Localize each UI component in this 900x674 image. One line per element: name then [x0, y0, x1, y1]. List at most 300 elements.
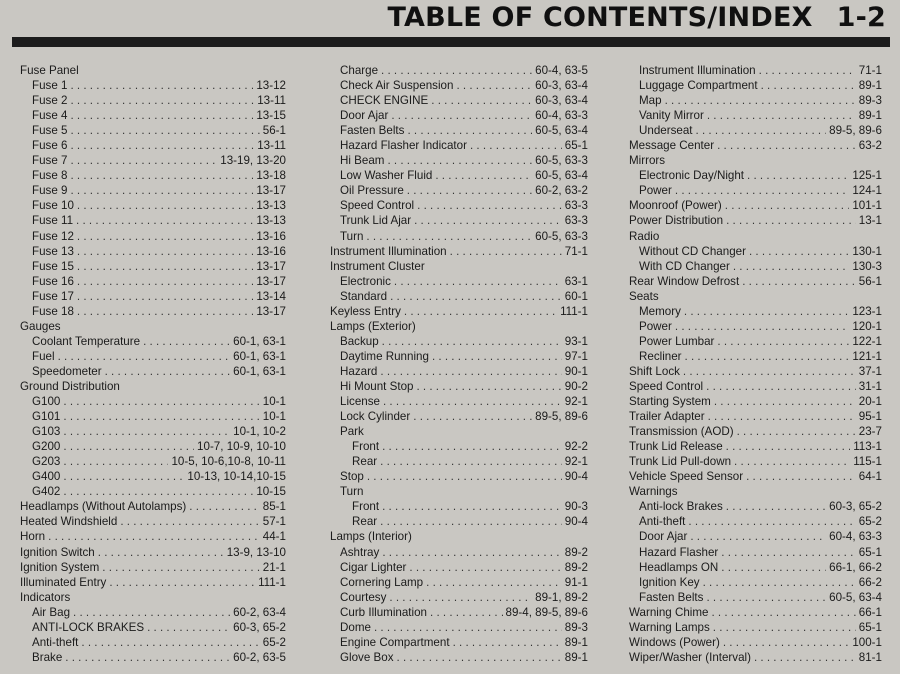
entry-pages: 89-4, 89-5, 89-6: [505, 605, 588, 619]
entry-pages: 115-1: [853, 455, 882, 469]
entry-label: Fuse 5: [32, 124, 68, 138]
dot-leader: [747, 168, 849, 183]
index-entry: [20, 108, 286, 123]
index-entry: [629, 349, 882, 364]
entry-pages: 13-19, 13-20: [220, 154, 286, 168]
entry-pages: 71-1: [564, 244, 588, 258]
entry-label: G402: [32, 485, 61, 499]
index-entry: [629, 108, 882, 123]
entry-label: Warning Chime: [629, 605, 709, 619]
entry-pages: 60-4, 63-5: [535, 64, 588, 77]
entry-label: Illuminated Entry: [20, 575, 107, 589]
index-entry: [330, 560, 588, 575]
entry-label: Mirrors: [629, 154, 666, 168]
index-entry: [330, 575, 588, 590]
entry-pages: 85-1: [262, 500, 286, 514]
dot-leader: [721, 560, 826, 575]
dot-leader: [70, 138, 254, 153]
dot-leader: [703, 575, 856, 590]
entry-pages: 81-1: [858, 650, 882, 664]
entry-label: Fuse 2: [32, 94, 68, 108]
index-entry: [20, 499, 286, 514]
entry-pages: 13-14: [256, 289, 286, 303]
dot-leader: [714, 394, 856, 409]
entry-label: Transmission (AOD): [629, 425, 734, 439]
entry-pages: 60-2, 63-5: [233, 650, 286, 664]
entry-label: Trunk Lid Ajar: [340, 214, 412, 228]
entry-pages: 13-17: [256, 304, 286, 318]
index-entry: [330, 63, 588, 78]
dot-leader: [77, 198, 253, 213]
dot-leader: [389, 590, 532, 605]
entry-label: Fuse 1: [32, 79, 68, 93]
entry-label: Engine Compartment: [340, 635, 450, 649]
index-entry: [330, 364, 588, 379]
entry-pages: 13-15: [256, 109, 286, 123]
dot-leader: [382, 499, 562, 514]
entry-pages: 130-1: [852, 244, 882, 258]
entry-label: Lock Cylinder: [340, 410, 411, 424]
index-entry: [629, 394, 882, 409]
dot-leader: [470, 138, 562, 153]
index-section-heading: [629, 289, 882, 304]
entry-label: Rear: [352, 515, 378, 529]
entry-label: Hazard Flasher Indicator: [340, 139, 467, 153]
index-section-heading: [20, 319, 286, 334]
dot-leader: [120, 514, 259, 529]
index-entry: [330, 78, 588, 93]
dot-leader: [688, 514, 855, 529]
dot-leader: [63, 454, 168, 469]
entry-pages: 90-4: [564, 515, 588, 529]
index-entry: [330, 183, 588, 198]
entry-pages: 60-1, 63-1: [233, 349, 286, 363]
index-entry: [330, 108, 588, 123]
dot-leader: [70, 93, 254, 108]
dot-leader: [435, 168, 532, 183]
index-entry: [629, 499, 882, 514]
index-entry: [20, 304, 286, 319]
index-entry: [20, 93, 286, 108]
entry-pages: 90-1: [564, 364, 588, 378]
entry-label: Lamps (Interior): [330, 530, 412, 544]
entry-pages: 120-1: [852, 319, 882, 333]
dot-leader: [721, 545, 856, 560]
entry-label: Gauges: [20, 319, 61, 333]
entry-label: G100: [32, 395, 61, 409]
dot-leader: [754, 650, 856, 665]
entry-label: Moonroof (Power): [629, 199, 722, 213]
entry-pages: 13-13: [256, 214, 286, 228]
entry-pages: 56-1: [858, 274, 882, 288]
entry-label: Fasten Belts: [639, 590, 704, 604]
entry-pages: 60-3, 63-4: [535, 94, 588, 108]
dot-leader: [63, 439, 194, 454]
entry-label: Trailer Adapter: [629, 410, 705, 424]
dot-leader: [73, 605, 230, 620]
dot-leader: [98, 545, 224, 560]
dot-leader: [383, 394, 562, 409]
entry-label: Instrument Illumination: [330, 244, 447, 258]
entry-label: License: [340, 395, 380, 409]
index-entry: [20, 289, 286, 304]
dot-leader: [726, 499, 826, 514]
entry-label: Coolant Temperature: [32, 334, 141, 348]
entry-pages: 113-1: [853, 440, 882, 454]
index-entry: [20, 545, 286, 560]
entry-pages: 60-3, 65-2: [829, 500, 882, 514]
dot-leader: [366, 229, 532, 244]
entry-label: Shift Lock: [629, 364, 680, 378]
dot-leader: [407, 123, 532, 138]
entry-pages: 60-5, 63-4: [535, 169, 588, 183]
entry-pages: 66-1, 66-2: [829, 560, 882, 574]
entry-pages: 89-1: [564, 650, 588, 664]
dot-leader: [404, 304, 557, 319]
header-rule: [12, 37, 890, 47]
entry-pages: 93-1: [564, 334, 588, 348]
dot-leader: [733, 259, 849, 274]
entry-pages: 111-1: [560, 304, 588, 318]
entry-label: Fuse 11: [32, 214, 74, 228]
dot-leader: [708, 409, 856, 424]
dot-leader: [77, 259, 253, 274]
entry-pages: 101-1: [852, 199, 882, 213]
entry-label: Ground Distribution: [20, 379, 120, 393]
index-entry: [20, 529, 286, 544]
dot-leader: [707, 108, 856, 123]
index-entry: [330, 93, 588, 108]
entry-label: G400: [32, 470, 61, 484]
index-entry: [20, 123, 286, 138]
dot-leader: [380, 514, 562, 529]
index-entry: [20, 138, 286, 153]
entry-label: ANTI-LOCK BRAKES: [32, 620, 145, 634]
entry-label: Cigar Lighter: [340, 560, 407, 574]
entry-label: Instrument Cluster: [330, 259, 425, 273]
dot-leader: [382, 545, 561, 560]
dot-leader: [105, 364, 231, 379]
dot-leader: [706, 379, 856, 394]
entry-pages: 63-2: [858, 139, 882, 153]
entry-label: Anti-lock Brakes: [639, 500, 723, 514]
dot-leader: [63, 409, 259, 424]
dot-leader: [726, 213, 856, 228]
entry-pages: 71-1: [858, 64, 882, 77]
entry-label: Power: [639, 319, 672, 333]
entry-label: Starting System: [629, 395, 711, 409]
index-entry: [330, 349, 588, 364]
index-section-heading: [330, 529, 588, 544]
index-entry: [20, 168, 286, 183]
index-entry: [20, 575, 286, 590]
dot-leader: [407, 183, 532, 198]
index-entry: [330, 469, 588, 484]
entry-label: Power Distribution: [629, 214, 724, 228]
entry-pages: 21-1: [262, 560, 286, 574]
index-entry: [20, 153, 286, 168]
entry-pages: 60-1, 63-1: [233, 334, 286, 348]
entry-label: Brake: [32, 650, 63, 664]
entry-label: Air Bag: [32, 605, 71, 619]
entry-label: Underseat: [639, 124, 693, 138]
index-entry: [20, 364, 286, 379]
entry-pages: 65-1: [564, 139, 588, 153]
index-entry: [629, 650, 882, 665]
entry-label: Fuse 13: [32, 244, 74, 258]
entry-pages: 60-4, 63-3: [829, 530, 882, 544]
entry-label: Fuse 16: [32, 274, 74, 288]
dot-leader: [77, 304, 253, 319]
entry-label: Door Ajar: [639, 530, 688, 544]
index-entry: [629, 78, 882, 93]
entry-label: Park: [340, 425, 364, 439]
entry-label: Fuse 18: [32, 304, 74, 318]
index-entry: [629, 439, 882, 454]
index-entry: [629, 514, 882, 529]
entry-pages: 65-1: [858, 620, 882, 634]
entry-label: Hi Beam: [340, 154, 385, 168]
dot-leader: [685, 349, 850, 364]
entry-pages: 92-2: [564, 440, 588, 454]
entry-label: Headlamps ON: [639, 560, 719, 574]
entry-label: Fuse 7: [32, 154, 68, 168]
entry-pages: 13-17: [256, 184, 286, 198]
entry-pages: 44-1: [262, 530, 286, 544]
index-entry: [330, 213, 588, 228]
entry-pages: 60-1: [564, 289, 588, 303]
entry-label: Horn: [20, 530, 46, 544]
entry-label: Keyless Entry: [330, 304, 401, 318]
index-entry: [330, 650, 588, 665]
index-entry: [330, 635, 588, 650]
index-entry: [20, 514, 286, 529]
entry-pages: 13-9, 13-10: [226, 545, 286, 559]
entry-pages: 60-5, 63-4: [535, 124, 588, 138]
index-entry: [330, 499, 588, 514]
entry-label: Charge: [340, 64, 379, 77]
index-entry: [330, 198, 588, 213]
entry-label: Low Washer Fluid: [340, 169, 433, 183]
dot-leader: [48, 529, 260, 544]
entry-pages: 123-1: [852, 304, 882, 318]
dot-leader: [374, 620, 562, 635]
entry-label: Courtesy: [340, 590, 387, 604]
index-entry: [330, 409, 588, 424]
dot-leader: [717, 334, 849, 349]
entry-pages: 63-1: [564, 274, 588, 288]
entry-pages: 65-2: [262, 635, 286, 649]
entry-label: Door Ajar: [340, 109, 389, 123]
index-entry: [629, 469, 882, 484]
dot-leader: [397, 650, 562, 665]
dot-leader: [70, 78, 253, 93]
page-title: TABLE OF CONTENTS/INDEX: [387, 2, 813, 33]
entry-label: Warnings: [629, 485, 678, 499]
entry-pages: 100-1: [852, 635, 882, 649]
page-number: 1-2: [836, 2, 886, 33]
entry-label: Vehicle Speed Sensor: [629, 470, 744, 484]
dot-leader: [63, 484, 253, 499]
dot-leader: [391, 108, 532, 123]
index-entry: [330, 274, 588, 289]
entry-pages: 91-1: [564, 575, 588, 589]
entry-label: Headlamps (Without Autolamps): [20, 500, 187, 514]
entry-label: Power Lumbar: [639, 334, 715, 348]
entry-label: G200: [32, 440, 61, 454]
entry-pages: 60-3, 65-2: [233, 620, 286, 634]
index-columns: [0, 63, 900, 674]
index-entry: [20, 469, 286, 484]
index-entry: [330, 289, 588, 304]
entry-label: Backup: [340, 334, 379, 348]
entry-pages: 37-1: [858, 364, 882, 378]
entry-label: Fuse 12: [32, 229, 74, 243]
dot-leader: [426, 575, 562, 590]
index-entry: [629, 424, 882, 439]
dot-leader: [70, 123, 259, 138]
index-entry: [629, 63, 882, 78]
dot-leader: [382, 334, 562, 349]
header-title-block: [388, 2, 887, 33]
dot-leader: [77, 274, 253, 289]
dot-leader: [409, 560, 561, 575]
index-entry: [20, 183, 286, 198]
dot-leader: [749, 244, 849, 259]
index-entry: [20, 650, 286, 665]
entry-pages: 57-1: [262, 515, 286, 529]
entry-pages: 10-1, 10-2: [233, 425, 286, 439]
dot-leader: [70, 108, 253, 123]
index-entry: [330, 590, 588, 605]
index-entry: [629, 620, 882, 635]
index-entry: [629, 590, 882, 605]
dot-leader: [413, 409, 532, 424]
dot-leader: [58, 349, 231, 364]
entry-pages: 60-5, 63-4: [829, 590, 882, 604]
entry-label: Fasten Belts: [340, 124, 405, 138]
entry-label: Speedometer: [32, 364, 102, 378]
entry-label: Memory: [639, 304, 681, 318]
index-entry: [330, 168, 588, 183]
entry-label: Hazard Flasher: [639, 545, 719, 559]
entry-pages: 13-16: [256, 244, 286, 258]
entry-pages: 60-5, 63-3: [535, 154, 588, 168]
entry-pages: 10-1: [262, 410, 286, 424]
dot-leader: [387, 153, 532, 168]
index-entry: [629, 198, 882, 213]
entry-label: Anti-theft: [639, 515, 686, 529]
dot-leader: [431, 93, 532, 108]
dot-leader: [102, 560, 260, 575]
entry-pages: 10-1: [262, 395, 286, 409]
index-entry: [330, 454, 588, 469]
entry-label: Windows (Power): [629, 635, 720, 649]
entry-label: Seats: [629, 289, 659, 303]
index-entry: [330, 229, 588, 244]
dot-leader: [382, 439, 562, 454]
entry-pages: 20-1: [858, 395, 882, 409]
entry-label: Fuse 8: [32, 169, 68, 183]
dot-leader: [450, 244, 562, 259]
index-entry: [629, 183, 882, 198]
dot-leader: [414, 213, 562, 228]
entry-pages: 13-17: [256, 274, 286, 288]
entry-pages: 60-1, 63-1: [233, 364, 286, 378]
entry-pages: 92-1: [564, 395, 588, 409]
dot-leader: [63, 469, 184, 484]
entry-pages: 90-3: [564, 500, 588, 514]
entry-pages: 63-3: [564, 199, 588, 213]
entry-pages: 122-1: [852, 334, 882, 348]
entry-label: Daytime Running: [340, 349, 429, 363]
dot-leader: [70, 168, 253, 183]
page-header: [0, 0, 900, 52]
entry-pages: 23-7: [858, 425, 882, 439]
index-entry: [20, 213, 286, 228]
entry-label: Rear: [352, 455, 378, 469]
dot-leader: [77, 229, 253, 244]
dot-leader: [696, 123, 827, 138]
entry-label: Anti-theft: [32, 635, 79, 649]
index-entry: [629, 138, 882, 153]
dot-leader: [147, 620, 230, 635]
index-section-heading: [330, 259, 588, 274]
entry-pages: 64-1: [858, 470, 882, 484]
index-entry: [629, 319, 882, 334]
index-entry: [629, 334, 882, 349]
index-entry: [629, 274, 882, 289]
entry-label: Front: [352, 440, 380, 454]
entry-pages: 124-1: [852, 184, 882, 198]
index-entry: [20, 439, 286, 454]
entry-pages: 13-13: [256, 199, 286, 213]
entry-label: Radio: [629, 229, 660, 243]
index-entry: [629, 560, 882, 575]
entry-label: Speed Control: [340, 199, 415, 213]
entry-pages: 89-2: [564, 545, 588, 559]
dot-leader: [77, 244, 253, 259]
entry-label: Warning Lamps: [629, 620, 710, 634]
entry-pages: 89-3: [858, 94, 882, 108]
index-entry: [330, 605, 588, 620]
entry-label: Front: [352, 500, 380, 514]
entry-label: Lamps (Exterior): [330, 319, 416, 333]
dot-leader: [394, 274, 562, 289]
entry-pages: 13-16: [256, 229, 286, 243]
entry-pages: 89-1, 89-2: [535, 590, 588, 604]
index-entry: [20, 409, 286, 424]
entry-label: Dome: [340, 620, 371, 634]
index-entry: [629, 168, 882, 183]
dot-leader: [683, 364, 856, 379]
entry-label: G103: [32, 425, 61, 439]
entry-pages: 13-1: [858, 214, 882, 228]
index-entry: [20, 394, 286, 409]
entry-label: Fuse 9: [32, 184, 68, 198]
index-section-heading: [629, 153, 882, 168]
index-entry: [20, 198, 286, 213]
entry-label: Wiper/Washer (Interval): [629, 650, 751, 664]
index-entry: [20, 620, 286, 635]
entry-label: Fuse 4: [32, 109, 68, 123]
entry-pages: 92-1: [564, 455, 588, 469]
entry-pages: 10-7, 10-9, 10-10: [197, 440, 286, 454]
index-entry: [330, 123, 588, 138]
entry-label: Vanity Mirror: [639, 109, 704, 123]
entry-label: G203: [32, 455, 61, 469]
index-section-heading: [20, 63, 286, 78]
